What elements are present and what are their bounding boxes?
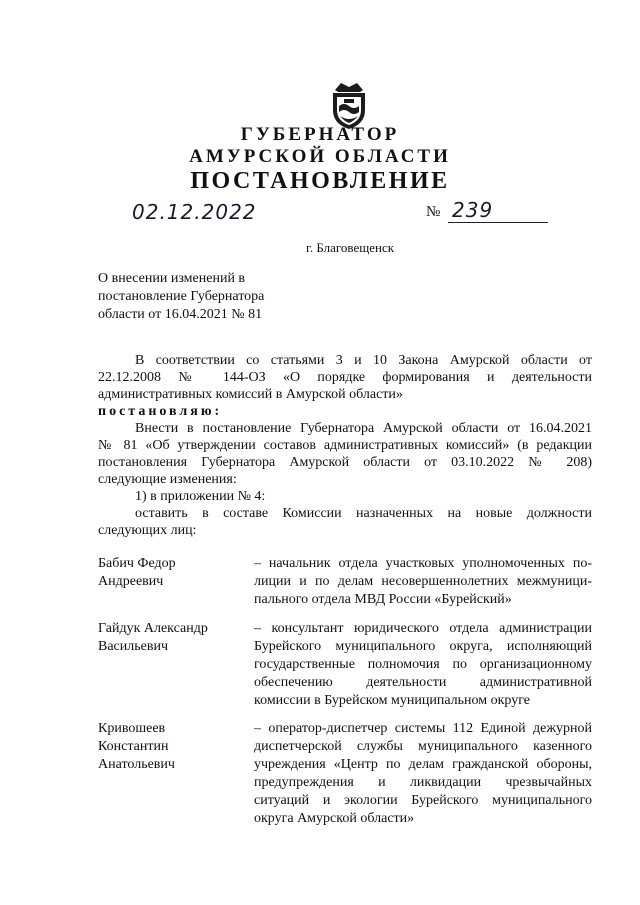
number-sign: № <box>426 204 441 220</box>
paragraph-line: оставить в составе Комиссии назначенных на новые должности <box>135 506 592 521</box>
paragraph-line: 22.12.2008 № 144-ОЗ «О порядке формирования и деятельности <box>98 370 592 385</box>
member-name: Кривошеев <box>98 721 166 736</box>
subject-line: О внесении изменений в <box>98 271 246 286</box>
resolve-word: постановляю: <box>98 404 223 419</box>
document-subject <box>98 270 338 324</box>
member-role: – начальник отдела участковых уполномоченных по- <box>254 556 592 571</box>
number-underline <box>448 222 548 223</box>
member-role: предупреждения и ликвидации чрезвычайных <box>254 775 592 790</box>
paragraph-line: следующие изменения: <box>98 472 237 487</box>
list-item: 1) в приложении № 4: <box>135 489 266 504</box>
amur-region-coat-of-arms-icon <box>327 80 371 130</box>
member-role: государственные полномочия по организационному <box>254 657 592 672</box>
paragraph-line: Внести в постановление Губернатора Амурской области от 16.04.2021 <box>135 421 592 436</box>
issuer-title: ГУБЕРНАТОР <box>240 124 400 145</box>
member-role: – оператор-диспетчер системы 112 Единой дежурной <box>254 721 592 736</box>
member-name: Андреевич <box>98 574 164 589</box>
paragraph-line: административных комиссий в Амурской области» <box>98 387 403 402</box>
region-title: АМУРСКОЙ ОБЛАСТИ <box>189 146 451 167</box>
document-date: 02.12.2022 <box>132 200 257 224</box>
document-type-title: ПОСТАНОВЛЕНИЕ <box>190 168 450 194</box>
member-name: Константин <box>98 739 169 754</box>
document-number: 239 <box>452 198 494 222</box>
subject-line: области от 16.04.2021 № 81 <box>98 307 263 322</box>
member-role: ситуаций и экологии Бурейского муниципального <box>254 793 592 808</box>
city: г. Благовещенск <box>305 240 395 255</box>
paragraph-line: В соответствии со статьями 3 и 10 Закона Амурской области от <box>135 353 592 368</box>
member-role: – консультант юридического отдела администрации <box>254 621 592 636</box>
member-role: комиссии в Бурейском муниципальном округе <box>254 693 530 708</box>
member-name: Гайдук Александр <box>98 621 208 636</box>
member-name: Васильевич <box>98 639 168 654</box>
member-name: Бабич Федор <box>98 556 176 571</box>
paragraph-line: следующих лиц: <box>98 523 197 538</box>
member-role: округа Амурской области» <box>254 811 415 826</box>
subject-line: постановление Губернатора <box>98 289 265 304</box>
member-role: лиции и по делам несовершеннолетних межмуници- <box>254 574 592 589</box>
paragraph-line: постановления Губернатора Амурской области от 03.10.2022 № 208) <box>98 455 592 470</box>
member-role: обеспечению деятельности административной <box>254 675 592 690</box>
paragraph-line: № 81 «Об утверждении составов административных комиссий» (в редакции <box>98 438 592 453</box>
member-name: Анатольевич <box>98 757 175 772</box>
member-role: диспетчерской службы муниципального казенного <box>254 739 592 754</box>
member-role: Бурейского муниципального округа, исполняющий <box>254 639 592 654</box>
member-role: пального отдела МВД России «Бурейский» <box>254 592 512 607</box>
member-role: учреждения «Центр по делам гражданской обороны, <box>254 757 592 772</box>
